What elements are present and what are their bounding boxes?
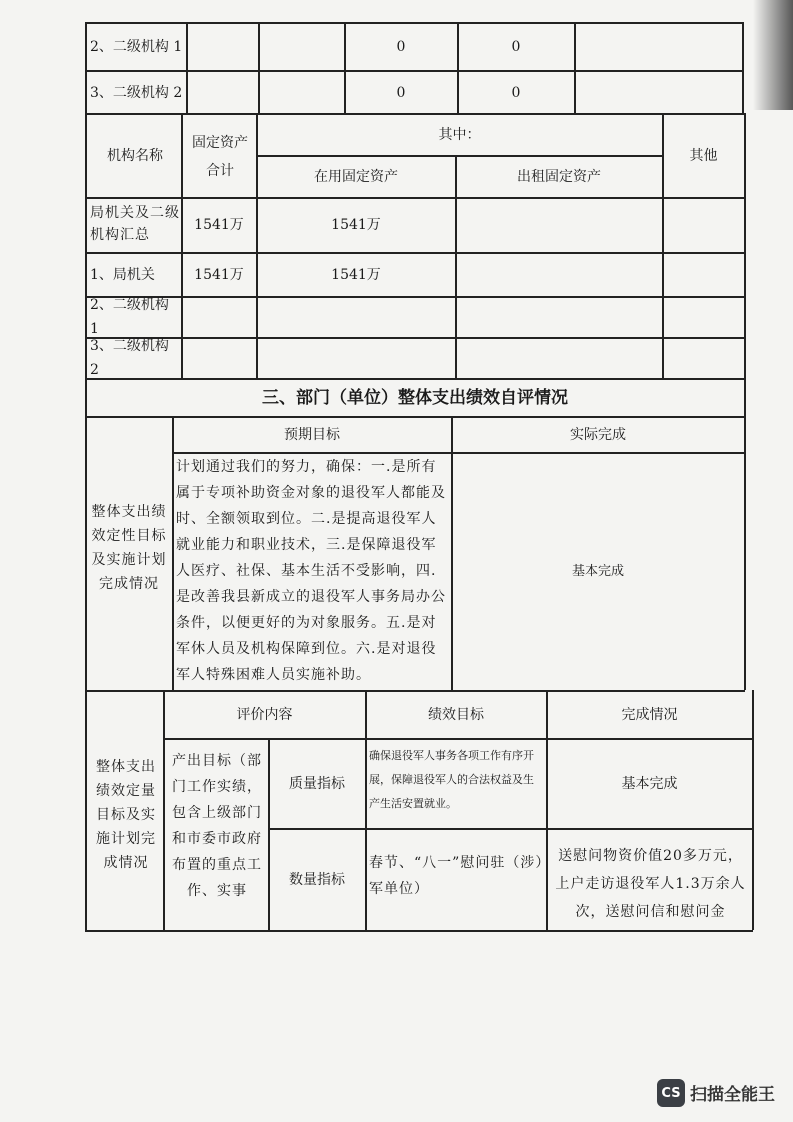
table-cell: 0 (511, 84, 521, 101)
actual-completion-text: 基本完成 (571, 563, 624, 579)
quality-completion-text: 基本完成 (621, 775, 678, 792)
table-row-label: 1、局机关 (90, 266, 155, 283)
watermark-text: 扫描全能王 (690, 1085, 775, 1105)
camscanner-logo-icon: CS (657, 1079, 685, 1107)
quantity-completion-text: 送慰问物资价值20多万元，上户走访退役军人1.3万余人次，送慰问信和慰问金 (555, 848, 746, 920)
table-cell: 0 (396, 84, 406, 101)
table-cell: 1541万 (331, 266, 381, 283)
header-actual-completion: 实际完成 (570, 426, 626, 443)
table-cell: 0 (396, 39, 406, 55)
table-cell: 0 (511, 39, 521, 55)
header-fixed-assets-total: 固定资产合计 (192, 135, 248, 179)
qualitative-label: 整体支出绩效定性目标及实施计划完成情况 (91, 504, 167, 592)
table-row-label: 局机关及二级机构汇总 (90, 205, 180, 243)
table-row-label: 2、二级机构 1 (90, 39, 183, 55)
header-completion-status: 完成情况 (621, 706, 678, 723)
header-rented-assets: 出租固定资产 (517, 168, 601, 185)
quality-target-text: 确保退役军人事务各项工作有序开展，保障退役军人的合法权益及生产生活安置就业。 (369, 749, 534, 810)
header-expected-goal: 预期目标 (284, 426, 340, 443)
quantity-indicator-label: 数量指标 (289, 871, 345, 888)
header-performance-target: 绩效目标 (428, 706, 484, 723)
table-cell: 1541万 (194, 266, 244, 283)
table-row-label: 3、二级机构 2 (90, 84, 183, 101)
quantitative-label: 整体支出绩效定量目标及实施计划完成情况 (96, 759, 156, 871)
quality-indicator-label: 质量指标 (289, 775, 345, 792)
table-cell: 1541万 (331, 217, 381, 233)
header-among: 其中： (438, 126, 481, 143)
table-row-label: 2、二级机构 1 (90, 297, 169, 337)
scan-edge-shadow (753, 0, 793, 110)
header-eval-content: 评价内容 (236, 706, 293, 723)
expected-goal-text: 计划通过我们的努力，确保：一.是所有属于专项补助资金对象的退役军人都能及时、全额领取到位。二.是提高退役军人就业能力和职业技术，三.是保障退役军人医疗、社保、基本生活不受影响，四.是改善我县新成立的退役军人事务局办公条件，以便更好的为对象服务。五.是对军休人员及机构保障到位。六.是对退役军人特殊困难人员实施补助。 (176, 459, 446, 683)
output-target-label: 产出目标（部门工作实绩，包含上级部门和市委市政府布置的重点工作、实事 (172, 753, 262, 899)
table-row-label: 3、二级机构 2 (90, 338, 169, 378)
quantity-target-text: 春节、“八一”慰问驻（涉）军单位） (369, 855, 544, 897)
header-in-use-assets: 在用固定资产 (314, 168, 398, 185)
header-other: 其他 (689, 147, 718, 164)
table-cell: 1541万 (194, 217, 244, 233)
section-title: 三、部门（单位）整体支出绩效自评情况 (262, 388, 568, 408)
header-org-name: 机构名称 (107, 147, 163, 164)
